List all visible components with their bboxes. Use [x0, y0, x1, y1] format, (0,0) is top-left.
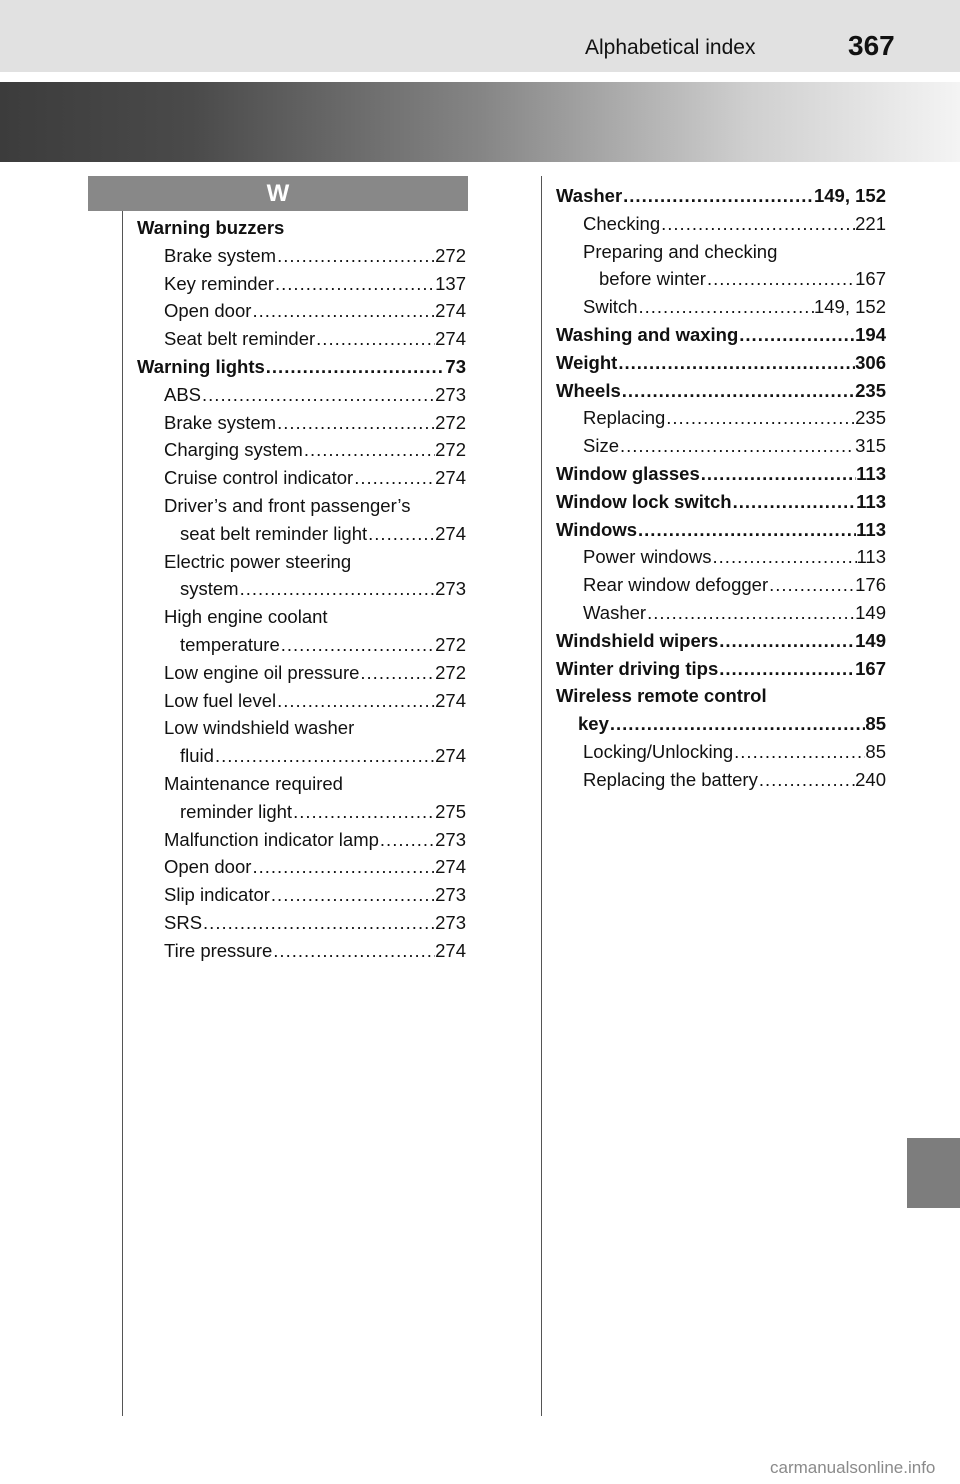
page-ref: 113	[856, 490, 886, 512]
page-ref: 274	[435, 939, 466, 961]
index-entry[interactable]: Windows ..... 113	[556, 516, 886, 544]
index-subentry[interactable]: Size ..... 315	[556, 432, 886, 460]
index-entry[interactable]: Wheels ..... 235	[556, 377, 886, 405]
index-subentry[interactable]: system ..... 273	[137, 575, 466, 603]
index-subentry-line: Driver’s and front passenger’s	[164, 494, 411, 516]
page-header-bar	[0, 0, 960, 72]
index-subentry[interactable]: Switch ..... 149, 152	[556, 293, 886, 321]
index-entry[interactable]: Windshield wipers ..... 149	[556, 627, 886, 655]
index-subentry[interactable]: Locking/Unlocking ..... 85	[556, 738, 886, 766]
section-letter: W	[266, 180, 290, 207]
index-subentry[interactable]: Low engine oil pressure ..... 272	[137, 659, 466, 687]
index-subentry[interactable]: Checking ..... 221	[556, 210, 886, 238]
index-entry[interactable]: Window lock switch ..... 113	[556, 488, 886, 516]
page-ref: 240	[855, 768, 886, 790]
index-entry[interactable]: Washing and waxing ..... 194	[556, 321, 886, 349]
index-entry[interactable]: Warning lights ..... 73	[137, 353, 466, 381]
page-ref: 274	[435, 300, 466, 322]
page-ref: 274	[435, 467, 466, 489]
index-subentry[interactable]: Malfunction indicator lamp ..... 273	[137, 826, 466, 854]
chapter-tab	[907, 1138, 960, 1208]
index-subentry[interactable]: Rear window defogger ..... 176	[556, 571, 886, 599]
page-ref: 194	[855, 323, 886, 345]
page-ref: 273	[435, 383, 466, 405]
page-ref: 167	[855, 268, 886, 290]
index-subentry[interactable]: Washer ..... 149	[556, 599, 886, 627]
index-subentry[interactable]: Power windows ..... 113	[556, 543, 886, 571]
page-ref: 235	[855, 407, 886, 429]
header-gap	[0, 72, 960, 82]
index-entry[interactable]: Weight ..... 306	[556, 349, 886, 377]
index-entry[interactable]: key ..... 85	[556, 710, 886, 738]
page-ref: 274	[435, 745, 466, 767]
page-ref: 273	[435, 578, 466, 600]
page-ref: 272	[435, 244, 466, 266]
page-ref: 85	[865, 713, 886, 735]
page-ref: 149, 152	[813, 296, 886, 318]
index-subentry[interactable]: Charging system ..... 272	[137, 436, 466, 464]
page-ref: 274	[435, 689, 466, 711]
page-ref: 176	[855, 574, 886, 596]
index-entry[interactable]: Window glasses ..... 113	[556, 460, 886, 488]
page-ref: 113	[856, 546, 886, 568]
index-subentry[interactable]: Seat belt reminder ..... 274	[137, 325, 466, 353]
page-ref: 73	[445, 355, 466, 377]
page-ref: 113	[856, 518, 886, 540]
right-column-rule	[541, 176, 542, 1416]
page-ref: 149, 152	[813, 185, 886, 206]
index-entry[interactable]: Winter driving tips ..... 167	[556, 655, 886, 683]
index-subentry[interactable]: seat belt reminder light ..... 274	[137, 520, 466, 548]
index-subentry[interactable]: Open door ..... 274	[137, 853, 466, 881]
page-ref: 273	[435, 911, 466, 933]
index-subentry[interactable]: ABS ..... 273	[137, 381, 466, 409]
page-ref: 113	[856, 462, 886, 484]
page-ref: 274	[435, 328, 466, 350]
index-subentry[interactable]: fluid ..... 274	[137, 742, 466, 770]
left-column-rule	[122, 211, 123, 1416]
index-subentry[interactable]: Brake system ..... 272	[137, 409, 466, 437]
index-heading: Wireless remote control	[556, 685, 767, 707]
page-ref: 274	[435, 522, 466, 544]
header-title: Alphabetical index	[585, 36, 756, 59]
index-subentry-line: Preparing and checking	[583, 240, 778, 262]
index-subentry[interactable]: Replacing the battery ..... 240	[556, 766, 886, 794]
index-subentry[interactable]: Low fuel level ..... 274	[137, 687, 466, 715]
index-column-left	[137, 214, 466, 965]
index-subentry-line: Maintenance required	[164, 772, 343, 794]
page-ref: 315	[855, 435, 886, 457]
page-ref: 273	[435, 828, 466, 850]
index-subentry[interactable]: SRS ..... 273	[137, 909, 466, 937]
page-ref: 167	[855, 657, 886, 679]
page-ref: 272	[435, 439, 466, 461]
index-subentry[interactable]: Open door ..... 274	[137, 297, 466, 325]
index-subentry[interactable]: Slip indicator ..... 273	[137, 881, 466, 909]
page-ref: 272	[435, 411, 466, 433]
page-ref: 235	[855, 379, 886, 401]
page-ref: 273	[435, 884, 466, 906]
index-subentry-line: Electric power steering	[164, 550, 352, 572]
index-subentry[interactable]: Key reminder ..... 137	[137, 270, 466, 298]
index-subentry-line: High engine coolant	[164, 606, 328, 628]
page-ref: 149	[855, 601, 886, 623]
section-header	[88, 176, 468, 211]
index-entry[interactable]: Washer ..... 149, 152	[556, 182, 886, 210]
index-subentry[interactable]: before winter ..... 167	[556, 265, 886, 293]
page-ref: 275	[435, 800, 466, 822]
page-ref: 272	[435, 661, 466, 683]
page-number: 367	[848, 30, 895, 61]
watermark-text: carmanualsonline.info	[770, 1458, 936, 1477]
index-column-right	[556, 182, 886, 794]
page-ref: 149	[855, 629, 886, 651]
page-ref: 306	[855, 351, 886, 373]
index-heading: Warning buzzers	[137, 217, 285, 238]
page-ref: 221	[855, 212, 886, 234]
header-gradient-band	[0, 82, 960, 162]
index-subentry[interactable]: reminder light ..... 275	[137, 798, 466, 826]
index-subentry[interactable]: Cruise control indicator ..... 274	[137, 464, 466, 492]
page-ref: 137	[435, 272, 466, 294]
index-subentry[interactable]: temperature ..... 272	[137, 631, 466, 659]
index-subentry[interactable]: Replacing ..... 235	[556, 404, 886, 432]
index-subentry[interactable]: Tire pressure ..... 274	[137, 937, 466, 965]
page-ref: 85	[865, 740, 886, 762]
index-subentry-line: Low windshield washer	[164, 717, 355, 739]
page-ref: 274	[435, 856, 466, 878]
page-ref: 272	[435, 633, 466, 655]
index-subentry[interactable]: Brake system ..... 272	[137, 242, 466, 270]
